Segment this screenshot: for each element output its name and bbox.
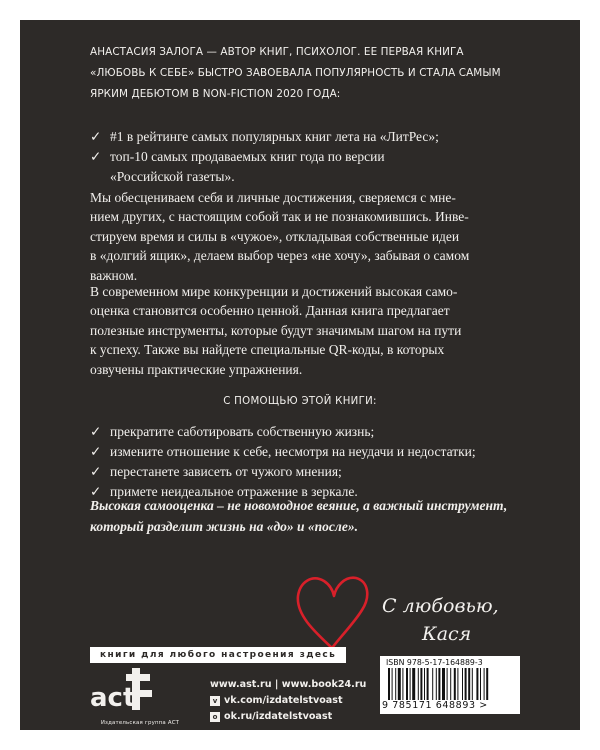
check-icon: ✓: [90, 444, 102, 459]
paragraph-line: полезные инструменты, которые будут значимым шагом на пути: [90, 322, 462, 338]
ok-row: [210, 709, 366, 725]
signature-name: Кася: [422, 623, 472, 645]
barcode-digits: 9 785171 648893 >: [382, 700, 488, 711]
description-paragraph-1: [90, 188, 510, 285]
list-item-text: измените отношение к себе, несмотря на неудачи и недостатки;: [110, 444, 476, 459]
list-item-text: перестанете зависеть от чужого мнения;: [110, 464, 342, 479]
benefits-heading: С ПОМОЩЬЮ ЭТОЙ КНИГИ:: [223, 396, 377, 407]
list-item-line: «Российской газеты».: [110, 169, 235, 184]
quote-line: который разделит жизнь на «до» и «после».: [90, 519, 358, 534]
list-item: [90, 462, 550, 482]
vk-row: [210, 693, 366, 709]
paragraph-line: В современном мире конкуренции и достижений высокая само-: [90, 284, 458, 299]
vk-link[interactable]: vk.com/izdatelstvoast: [224, 695, 343, 706]
check-icon: ✓: [90, 129, 102, 144]
benefits-list: [90, 422, 550, 502]
author-intro: [90, 42, 530, 105]
check-icon: ✓: [90, 464, 102, 479]
intro-line: АНАСТАСИЯ ЗАЛОГА — АВТОР КНИГ, ПСИХОЛОГ. ЕЕ ПЕРВАЯ КНИГА: [90, 46, 464, 58]
list-item: [90, 127, 540, 147]
list-item-text: примете неидеальное отражение в зеркале.: [110, 484, 358, 499]
barcode-block: [380, 656, 520, 714]
achievements-list: [90, 127, 540, 187]
paragraph-line: Мы обесцениваем себя и личные достижения, сверяемся с мне-: [90, 190, 456, 205]
signature: [290, 560, 520, 655]
logo-text: act: [90, 683, 136, 713]
signature-line: С любовью,: [382, 595, 499, 617]
website-links[interactable]: www.ast.ru | www.book24.ru: [210, 679, 367, 690]
vk-icon: v: [210, 696, 220, 706]
ok-link[interactable]: ok.ru/izdatelstvoast: [224, 711, 333, 722]
paragraph-line: оценка становится особенно ценной. Данная книга предлагает: [90, 303, 450, 319]
list-item: [90, 442, 550, 462]
publisher-contacts: [210, 677, 366, 725]
description-paragraph-2: [90, 282, 510, 379]
list-item-text: прекратите саботировать собственную жизнь;: [110, 424, 375, 439]
intro-line: «ЛЮБОВЬ К СЕБЕ» БЫСТРО ЗАВОЕВАЛА ПОПУЛЯРНОСТЬ И СТАЛА САМЫМ: [90, 67, 501, 79]
list-item: [90, 147, 540, 187]
paragraph-line: стируем время и силы в «чужое», откладывая собственные идеи: [90, 228, 460, 244]
paragraph-line: нием других, с настоящим собой так и не познакомившись. Инве-: [90, 209, 469, 225]
ok-icon: o: [210, 712, 220, 722]
closing-quote: [90, 495, 520, 537]
quote-line: Высокая самооценка – не новомодное веяние, а важный инструмент,: [90, 498, 508, 513]
publisher-logo: [80, 666, 200, 728]
heart-icon: [298, 578, 367, 648]
list-item: [90, 422, 550, 442]
check-icon: ✓: [90, 149, 102, 164]
list-item-text: #1 в рейтинге самых популярных книг лета на «ЛитРес»;: [110, 129, 439, 144]
list-item-line: топ-10 самых продаваемых книг года по версии: [110, 149, 385, 164]
paragraph-line: озвучены практические упражнения.: [90, 361, 303, 377]
barcode-bars: [386, 668, 514, 700]
check-icon: ✓: [90, 424, 102, 439]
publisher-caption: Издательская группа АСТ: [100, 720, 180, 726]
isbn-label: ISBN 978-5-17-164889-3: [386, 658, 483, 667]
tagline-banner: книги для любого настроения здесь: [90, 647, 346, 663]
check-icon: ✓: [90, 484, 102, 499]
paragraph-line: к успеху. Также вы найдете специальные QR-коды, в которых: [90, 342, 445, 358]
back-cover: [20, 20, 580, 730]
paragraph-line: важном.: [90, 267, 138, 283]
intro-line: ЯРКИМ ДЕБЮТОМ В NON-FICTION 2020 ГОДА:: [90, 88, 341, 100]
paragraph-line: в «долгий ящик», делаем выбор через «не хочу», забывая о самом: [90, 248, 470, 264]
list-item-text: [110, 147, 385, 187]
website-row: [210, 677, 366, 693]
